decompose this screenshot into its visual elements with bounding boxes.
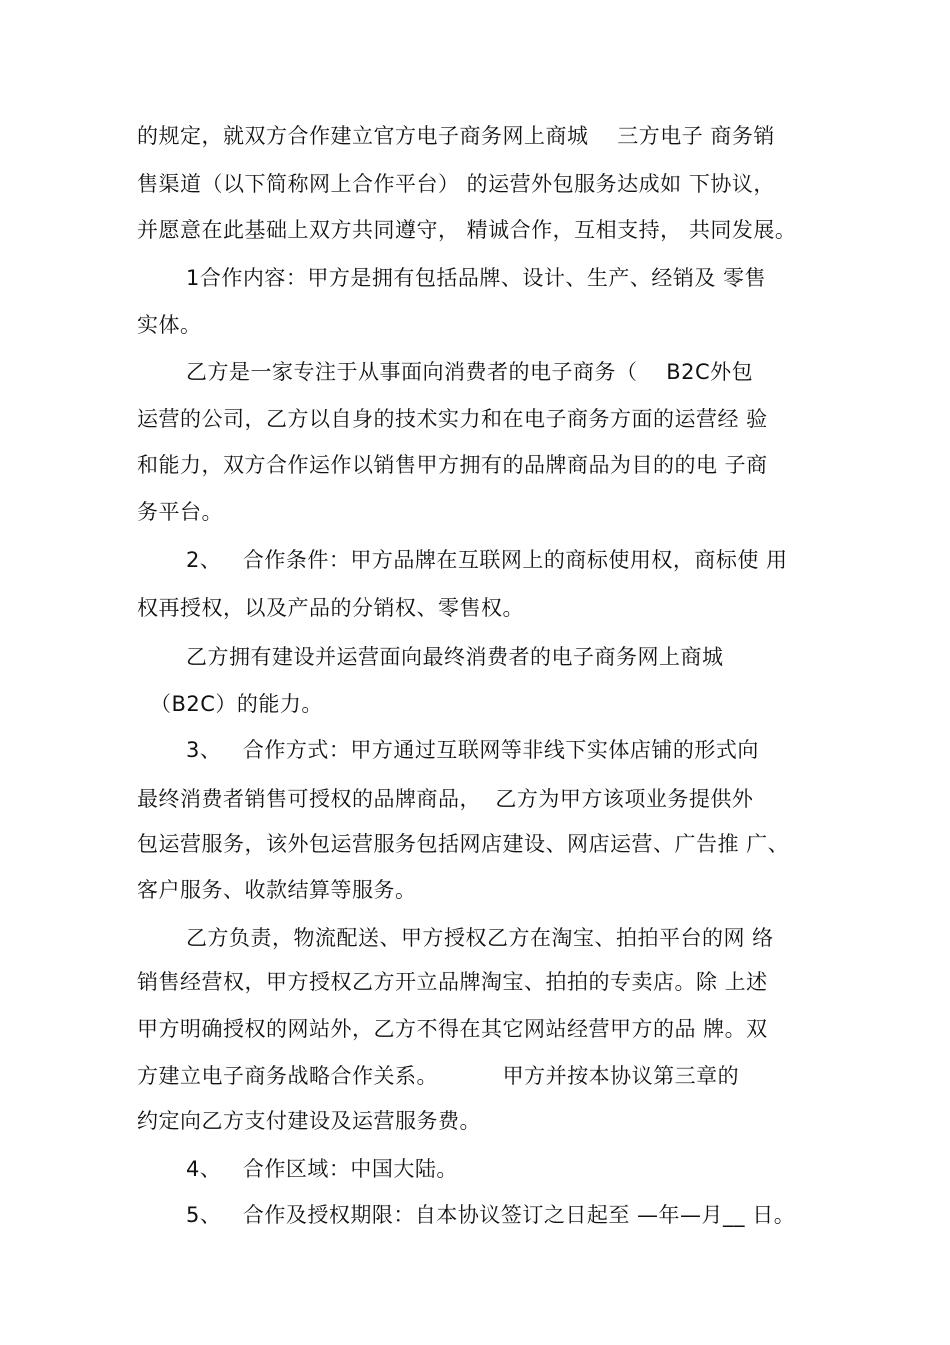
- text-line: 和能力，双方合作运作以销售甲方拥有的品牌商品为目的的电 子商: [137, 453, 768, 477]
- text-line: 并愿意在此基础上双方共同遵守， 精诚合作，互相支持， 共同发展。: [137, 218, 797, 242]
- text-line: 最终消费者销售可授权的品牌商品， 乙方为甲方该项业务提供外: [137, 787, 754, 811]
- text-line: 售渠道（以下简称网上合作平台） 的运营外包服务达成如 下协议，: [137, 172, 775, 196]
- text-line: （B2C）的能力。: [150, 692, 323, 716]
- text-line: 1合作内容：甲方是拥有包括品牌、设计、生产、经销及 零售: [186, 266, 767, 290]
- text-line: 包运营服务，该外包运营服务包括网店建设、网店运营、广告推 广、: [137, 832, 790, 856]
- text-line: 约定向乙方支付建设及运营服务费。: [137, 1109, 481, 1133]
- text-line: 甲方明确授权的网站外，乙方不得在其它网站经营甲方的品 牌。双: [137, 1017, 768, 1041]
- text-line: 的规定，就双方合作建立官方电子商务网上商城 三方电子 商务销: [137, 124, 775, 148]
- text-line: 5、 合作及授权期限：自本协议签订之日起至 —年—月__ 日。: [186, 1203, 796, 1227]
- text-line: 运营的公司，乙方以自身的技术实力和在电子商务方面的运营经 验: [137, 407, 768, 431]
- text-line: 乙方拥有建设并运营面向最终消费者的电子商务网上商城: [186, 645, 724, 669]
- text-line: 客户服务、收款结算等服务。: [137, 878, 417, 902]
- text-line: 2、 合作条件：甲方品牌在互联网上的商标使用权，商标使 用: [186, 548, 788, 572]
- text-line: 乙方是一家专注于从事面向消费者的电子商务（ B2C外包: [186, 360, 754, 384]
- text-line: 4、 合作区域：中国大陆。: [186, 1157, 458, 1181]
- text-line: 乙方负责，物流配送、甲方授权乙方在淘宝、拍拍平台的网 络: [186, 926, 774, 950]
- text-line: 方建立电子商务战略合作关系。 甲方并按本协议第三章的: [137, 1064, 740, 1088]
- text-line: 销售经营权，甲方授权乙方开立品牌淘宝、拍拍的专卖店。除 上述: [137, 970, 768, 994]
- text-line: 3、 合作方式：甲方通过互联网等非线下实体店铺的形式向: [186, 738, 759, 762]
- text-line: 实体。: [137, 313, 202, 337]
- text-line: 务平台。: [137, 500, 223, 524]
- text-line: 权再授权，以及产品的分销权、零售权。: [137, 596, 524, 620]
